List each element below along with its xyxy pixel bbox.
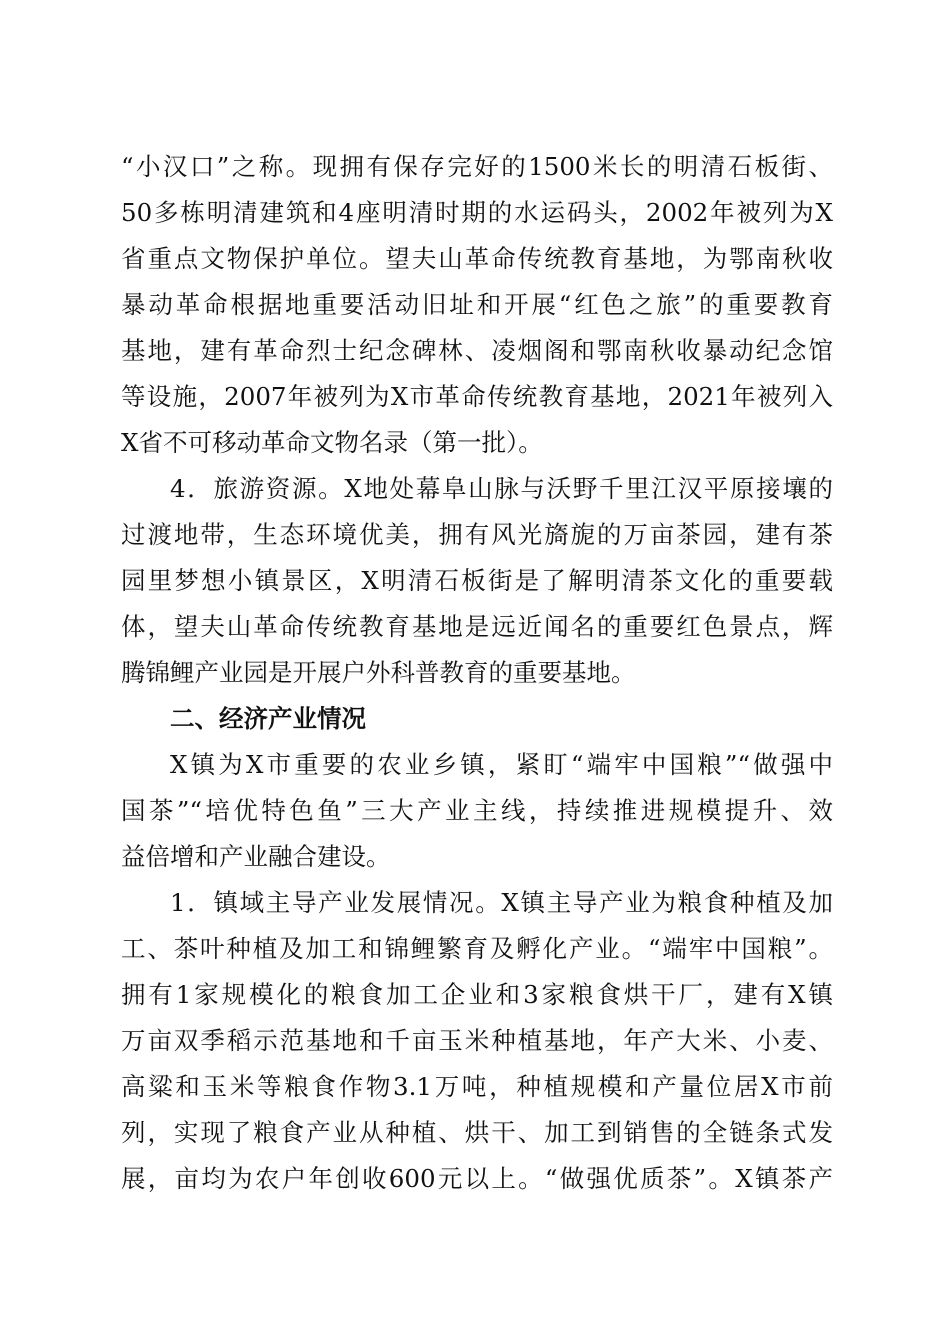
text-line: 暴动革命根据地重要活动旧址和开展“红色之旅”的重要教育: [121, 290, 833, 319]
text-line: 万亩双季稻示范基地和千亩玉米种植基地，年产大米、小麦、: [121, 1026, 833, 1055]
text-line: 1．镇域主导产业发展情况。X镇主导产业为粮食种植及加: [170, 888, 833, 917]
text-line: X镇为X市重要的农业乡镇，紧盯“端牢中国粮”“做强中: [170, 750, 833, 779]
text-line: 工、茶叶种植及加工和锦鲤繁育及孵化产业。“端牢中国粮”。: [121, 934, 833, 963]
text-line: 益倍增和产业融合建设。: [121, 842, 391, 871]
text-line: “小汉口”之称。现拥有保存完好的1500米长的明清石板街、: [121, 152, 833, 181]
document-body: [121, 144, 833, 1202]
text-line: 等设施，2007年被列为X市革命传统教育基地，2021年被列入: [121, 382, 833, 411]
section-heading: 二、经济产业情况: [170, 704, 366, 733]
text-line: 园里梦想小镇景区，X明清石板街是了解明清茶文化的重要载: [121, 566, 833, 595]
text-line: 过渡地带，生态环境优美，拥有风光旖旎的万亩茶园，建有茶: [121, 520, 833, 549]
text-line: X省不可移动革命文物名录（第一批）。: [121, 428, 543, 457]
text-line: 基地，建有革命烈士纪念碑林、凌烟阁和鄂南秋收暴动纪念馆: [121, 336, 833, 365]
text-line: 高粱和玉米等粮食作物3.1万吨，种植规模和产量位居X市前: [121, 1072, 833, 1101]
text-line: 4．旅游资源。X地处幕阜山脉与沃野千里江汉平原接壤的: [170, 474, 833, 503]
text-line: 腾锦鲤产业园是开展户外科普教育的重要基地。: [121, 658, 636, 687]
text-line: 国茶”“培优特色鱼”三大产业主线，持续推进规模提升、效: [121, 796, 833, 825]
text-line: 50多栋明清建筑和4座明清时期的水运码头，2002年被列为X: [121, 198, 833, 227]
text-line: 展，亩均为农户年创收600元以上。“做强优质茶”。X镇茶产: [121, 1164, 833, 1193]
text-line: 列，实现了粮食产业从种植、烘干、加工到销售的全链条式发: [121, 1118, 833, 1147]
text-line: 拥有1家规模化的粮食加工企业和3家粮食烘干厂，建有X镇: [121, 980, 833, 1009]
text-line: 省重点文物保护单位。望夫山革命传统教育基地，为鄂南秋收: [121, 244, 833, 273]
text-line: 体，望夫山革命传统教育基地是远近闻名的重要红色景点，辉: [121, 612, 833, 641]
